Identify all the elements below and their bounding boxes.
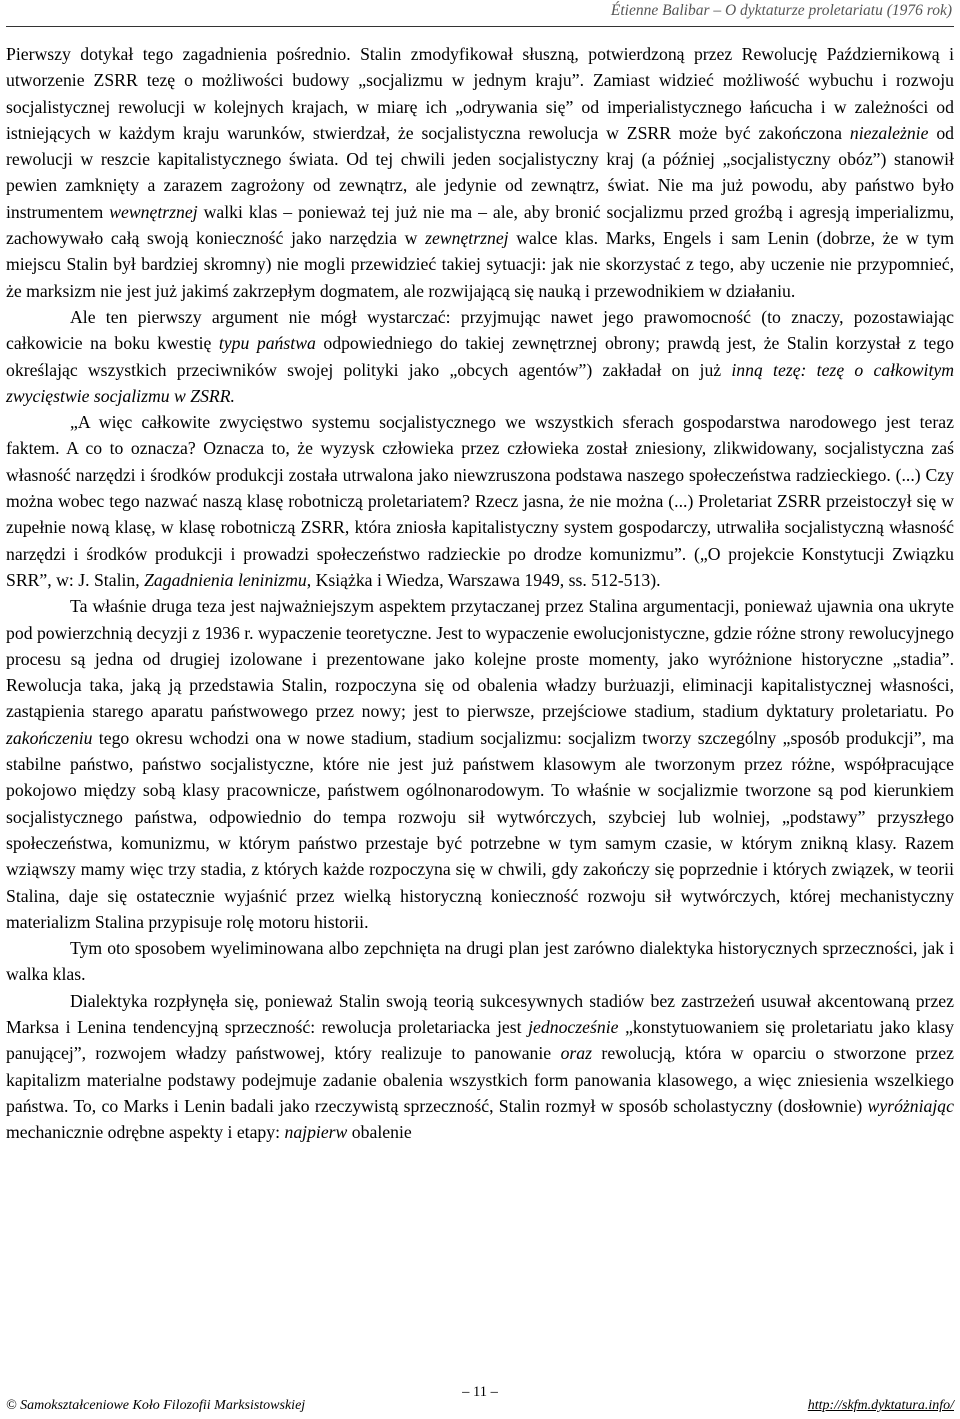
- paragraph-text: „konstytuowaniem się proletariatu jako klasy panującej”, rozwojem władzy państwowej, który realizuje to panowanie: [6, 1016, 954, 1064]
- paragraph-text: obalenie: [347, 1122, 412, 1143]
- header-divider: [6, 26, 954, 27]
- paragraph-text: , Książka i Wiedza, Warszawa 1949, ss. 512-513).: [306, 569, 661, 590]
- page-footer: [6, 1384, 954, 1418]
- paragraph-text: Dialektyka rozpłynęła się, ponieważ Stalin swoją teorią sukcesywnych stadiów bez zastrzeżeń usuwał akcentowaną przez Marksa i Lenina tendencyjną sprzeczność: rewolucja proletariacka jest: [6, 990, 954, 1037]
- paragraph-text: walki klas – ponieważ tej już nie ma – ale, aby bronić socjalizmu przed groźbą i agresją imperializmu, zachowywało całą swoją konieczność jako narzędzia w: [6, 201, 954, 249]
- paragraph: [6, 935, 954, 988]
- emphasis-text: niezależnie: [849, 122, 929, 143]
- document-body: [6, 41, 954, 1145]
- emphasis-text: oraz: [560, 1043, 593, 1064]
- paragraph-text: Pierwszy dotykał tego zagadnienia pośrednio. Stalin zmodyfikował słuszną, potwierdzoną przez Rewolucję Październikową i utworzenie ZSRR tezę o możliwości budowy „socjalizmu w jednym kraju”. Zamiast widzieć możliwość wybuchu i rozwoju socjalistycznej rewolucji w kolejnych krajach, w miarę ich „odrywania się” od imperialistycznego łańcucha i w zależności od istniejących w każdym kraju warunków, stwierdzał, że socjalistyczna rewolucja w ZSRR może być zakończona: [6, 44, 954, 143]
- paragraph-text: walce klas. Marks, Engels i sam Lenin (dobrze, że w tym miejscu Stalin był bardziej skromny) nie mogli przewidzieć takiej sytuacji: jak nie skorzystać z tego, aby uczenie nie przypomnieć, że marksizm nie jest już jakimś zakrzepłym dogmatem, ale rozwijającą się nauką i przewodnikiem w działaniu.: [6, 228, 954, 301]
- paragraph-text: mechanicznie odrębne aspekty i etapy:: [6, 1122, 285, 1143]
- emphasis-text: najpierw: [284, 1122, 348, 1143]
- running-header: Étienne Balibar – O dyktaturze proletariatu (1976 rok): [610, 2, 952, 19]
- website-link[interactable]: http://skfm.dyktatura.info/: [807, 1398, 954, 1413]
- emphasis-text: wyróżniając: [867, 1095, 954, 1116]
- emphasis-text: Zagadnienia leninizmu: [144, 569, 307, 590]
- paragraph-text: rewolucją, która w oparciu o stworzone przez kapitalizm materialne podstawy podejmuje zadanie obalenia wszystkich form panowania klasowego, a więc zniesienia wszelkiego państwa. To, co Marks i Lenin badali jako rzeczywistą sprzeczność, Stalin rozmył w sposób scholastyczny (dosłownie): [6, 1043, 954, 1116]
- page-number: – 11 –: [462, 1384, 498, 1400]
- emphasis-text: wewnętrznej: [109, 201, 198, 222]
- emphasis-text: jednocześnie: [528, 1016, 619, 1037]
- paragraph-text: Ale ten pierwszy argument nie mógł wystarczać: przyjmując nawet jego prawomocność (to znaczy, pozostawiając całkowicie na boku kwestię: [6, 306, 954, 354]
- emphasis-text: zakończeniu: [6, 727, 93, 748]
- paragraph: [6, 593, 954, 935]
- paragraph-text: od rewolucji w reszcie kapitalistycznego świata. Od tej chwili jeden socjalistyczny kraj (a później „socjalistyczny obóz”) stanowił pewien zamknięty a zarazem zagrożony od zewnątrz, ale jedynie od zewnątrz, świat. Nie ma już powodu, aby państwo było instrumentem: [6, 122, 954, 222]
- emphasis-text: typu państwa: [218, 333, 316, 354]
- paragraph: [6, 41, 954, 304]
- paragraph: [6, 988, 954, 1146]
- paragraph: [6, 409, 954, 593]
- copyright-notice: © Samokształceniowe Koło Filozofii Marksistowskiej: [6, 1398, 306, 1413]
- paragraph-text: Ta właśnie druga teza jest najważniejszym aspektem przytaczanej przez Stalina argumentacji, ponieważ ujawnia ona ukryte pod powierzchnią decyzji z 1936 r. wypaczenie teoretyczne. Jest to wypaczenie ewolucjonistyczne, gdzie różne strony rewolucyjnego procesu są jedna od drugiej izolowane i prezentowane jako kolejne proste momenty, jako wyróżnione historyczne „stadia”. Rewolucja taka, jaką ją przedstawia Stalin, rozpoczyna się od obalenia władzy burżuazji, eliminacji kapitalistycznej własności, zastąpienia starego aparatu państwowego przez nowy; jest to pierwsze, przejściowe stadium, stadium dyktatury proletariatu. Po: [6, 596, 954, 722]
- paragraph-text: tego okresu wchodzi ona w nowe stadium, stadium socjalizmu: socjalizm tworzy szczególny „sposób produkcji”, ma stabilne państwo, państwo socjalistyczne, które nie jest już państwem klasowym ale tworzonym przez różne, współpracujące pokojowo między sobą klasy pracownicze, państwem ogólnonarodowym. To właśnie w socjalizmie tworzone są pod kierunkiem socjalistycznego państwa, odpowiednio do tempa rozwoju sił wytwórczych, szybciej lub wolniej, „podstawy” przyszłego społeczeństwa, komunizmu, w którym państwo przestaje być potrzebne w tym samym czasie, w którym znikną klasy. Razem wziąwszy mamy więc trzy stadia, z których każde rozpoczyna się w chwili, gdy zakończy się poprzednie i których związek, w teorii Stalina, daje się ostatecznie wyjaśnić przez wielką historyczną konieczność rozwoju sił wytwórczych, której mechanistyczny materializm Stalina przypisuje rolę motoru historii.: [6, 727, 954, 932]
- paragraph-text: „A więc całkowite zwycięstwo systemu socjalistycznego we wszystkich sferach gospodarstwa narodowego jest teraz faktem. A co to oznacza? Oznacza to, że wyzysk człowieka przez człowieka został zniesiony, zlikwidowany, socjalistyczna zaś własność narzędzi i środków produkcji została utrwalona jako niewzruszona podstawa naszego społeczeństwa radzieckiego. (...) Czy można wobec tego nazwać naszą klasę robotniczą proletariatem? Rzecz jasna, że nie można (...) Proletariat ZSRR przeistoczył się w zupełnie nową klasę, w klasę robotniczą ZSRR, która zniosła kapitalistyczny system gospodarczy, utrwaliła socjalistyczną własność narzędzi i środków produkcji i prowadzi społeczeństwo radzieckie po drodze komunizmu”. („O projekcie Konstytucji Związku SRR”, w: J. Stalin,: [6, 412, 954, 590]
- paragraph-text: odpowiedniego do takiej zewnętrznej obrony; prawdą jest, że Stalin korzystał z tego określając wszystkich przeciwników swojej polityki jako „obcych agentów”) zakładał on już: [6, 333, 954, 380]
- emphasis-text: zewnętrznej: [425, 228, 509, 249]
- paragraph: [6, 304, 954, 409]
- emphasis-text: inną tezę: tezę o całkowitym zwycięstwie socjalizmu w ZSRR.: [6, 359, 955, 406]
- paragraph-text: Tym oto sposobem wyeliminowana albo zepchnięta na drugi plan jest zarówno dialektyka historycznych sprzeczności, jak i walka klas.: [6, 938, 954, 985]
